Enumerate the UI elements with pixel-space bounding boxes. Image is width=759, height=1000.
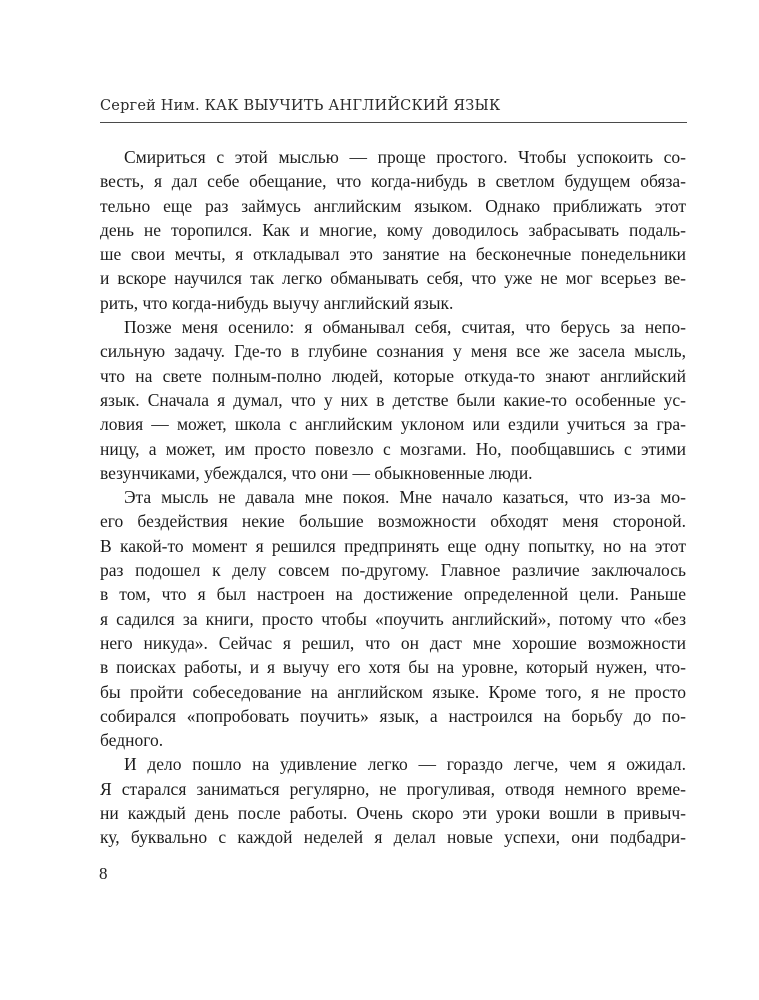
text-line: сильную задачу. Где-то в глубине сознания у меня все же засела мысль, bbox=[100, 341, 686, 362]
text-line: язык. Сначала я думал, что у них в детстве были какие-то особенные ус- bbox=[100, 389, 686, 410]
text-line: собирался «попробовать поучить» язык, а настроился на борьбу до по- bbox=[100, 705, 686, 726]
text-line: Эта мысль не давала мне покоя. Мне начало казаться, что из-за мо- bbox=[124, 487, 686, 508]
text-line: ницу, а может, им просто повезло с мозгами. Но, пообщавшись с этими bbox=[100, 438, 686, 459]
text-line: и вскоре научился так легко обманывать себя, что уже не мог всерьез ве- bbox=[100, 268, 686, 289]
text-line: Я старался заниматься регулярно, не прогуливая, отводя немного време- bbox=[100, 778, 686, 799]
text-line: везунчиками, убеждался, что они — обыкновенные люди. bbox=[100, 462, 533, 483]
text-line: него никуда». Сейчас я решил, что он даст мне хорошие возможности bbox=[100, 632, 686, 653]
text-line: Позже меня осенило: я обманывал себя, считая, что берусь за непо- bbox=[124, 317, 686, 338]
text-line: бы пройти собеседование на английском языке. Кроме того, я не просто bbox=[100, 681, 686, 702]
text-line: в том, что я был настроен на достижение определенной цели. Раньше bbox=[100, 584, 686, 605]
body-text bbox=[100, 145, 686, 850]
text-line: я садился за книги, просто чтобы «поучить английский», потому что «без bbox=[100, 608, 686, 629]
text-line: бедного. bbox=[100, 730, 164, 751]
text-line: раз подошел к делу совсем по-другому. Главное различие заключалось bbox=[100, 560, 686, 581]
text-line: И дело пошло на удивление легко — гораздо легче, чем я ожидал. bbox=[124, 754, 686, 775]
text-line: его бездействия некие большие возможности обходят меня стороной. bbox=[100, 511, 686, 532]
paragraph bbox=[100, 752, 686, 849]
text-line: В какой-то момент я решился предпринять еще одну попытку, но на этот bbox=[100, 535, 686, 556]
text-line: в поисках работы, и я выучу его хотя бы на уровне, который нужен, что- bbox=[100, 657, 686, 678]
text-line: рить, что когда-нибудь выучу английский язык. bbox=[100, 292, 454, 313]
text-line: Смириться с этой мыслью — проще простого. Чтобы успокоить со- bbox=[124, 147, 686, 167]
running-header: Сергей Ним. КАК ВЫУЧИТЬ АНГЛИЙСКИЙ ЯЗЫК bbox=[100, 98, 687, 123]
text-line: весть, я дал себе обещание, что когда-нибудь в светлом будущем обяза- bbox=[100, 171, 686, 192]
text-line: ни каждый день после работы. Очень скоро эти уроки вошли в привыч- bbox=[100, 803, 686, 824]
text-line: день не торопился. Как и многие, кому доводилось забрасывать подаль- bbox=[100, 219, 686, 240]
text-line: ше свои мечты, я откладывал это занятие на бесконечные понедельники bbox=[100, 244, 686, 265]
paragraph bbox=[100, 315, 686, 485]
text-line: что на свете полным-полно людей, которые откуда-то знают английский bbox=[100, 365, 686, 386]
text-line: ловия — может, школа с английским уклоном или ездили учиться за гра- bbox=[100, 414, 686, 435]
text-line: ку, буквально с каждой неделей я делал новые успехи, они подбадри- bbox=[100, 827, 686, 848]
paragraph bbox=[100, 145, 686, 315]
text-line: тельно еще раз займусь английским языком. Однако приближать этот bbox=[100, 195, 686, 216]
paragraph bbox=[100, 485, 686, 752]
page-number: 8 bbox=[99, 864, 108, 883]
